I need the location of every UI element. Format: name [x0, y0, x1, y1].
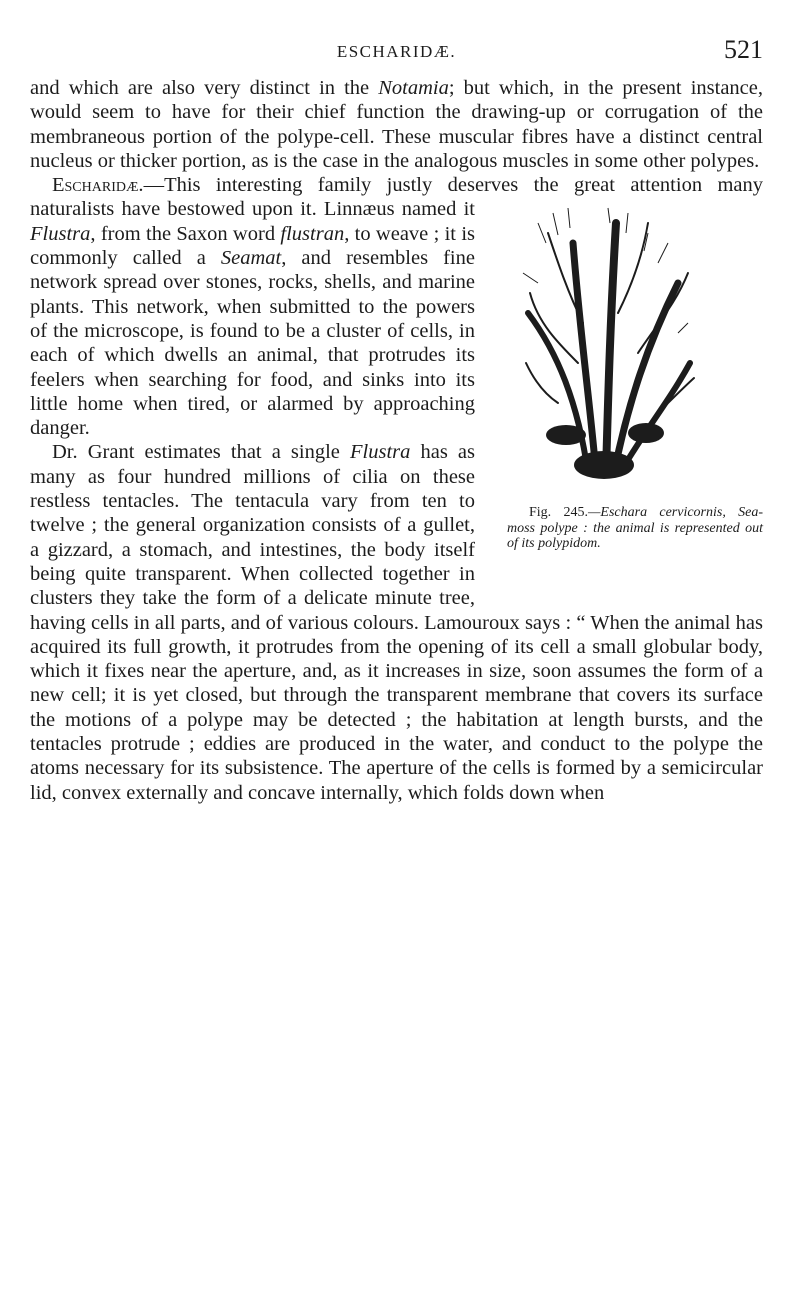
text-run: ; but which, in the present instance, would seem to have for their chief function the drawing-up or corrugation of the membraneous portion of the polype-cell. These muscular fibres have a distinct central nucleus or thicker portion, as is the case in the analogous muscles in some other polypes.	[30, 77, 763, 172]
running-head	[30, 33, 763, 63]
body-text	[30, 76, 763, 805]
page-number: 521	[724, 35, 763, 64]
taxon-name: Flustra	[30, 222, 91, 245]
section-heading: Escharidæ.	[52, 174, 144, 197]
taxon-name: Notamia	[378, 77, 449, 99]
foreign-word: flustran	[280, 222, 345, 245]
text-run: , and resembles fine network spread over stones, rocks, shells, and marine plants. This network, when submitted to the powers of the microscope, is found to be a cluster of cells, in each of which dwells an animal, that protrudes its feelers when searching for food, and sinks into its little home when tired, or alarmed by approaching danger.	[30, 247, 475, 440]
text-run: , from the Saxon word	[90, 222, 281, 245]
figure-245	[493, 197, 763, 597]
text-run: , to weave ; it is commonly called a	[30, 222, 476, 270]
text-run: Dr. Grant estimates that a single	[52, 441, 351, 464]
figure-label: Fig. 245.	[529, 505, 588, 521]
text-run: and which are also very distinct in the	[30, 77, 379, 99]
running-head-title: ESCHARIDÆ.	[336, 42, 457, 61]
paragraph-1	[30, 76, 763, 173]
figure-caption-text: —Eschara cervicornis, Sea-moss polype : the animal is represented out of its polypidom.	[507, 505, 763, 552]
figure-caption	[507, 505, 763, 552]
eschara-polype-illustration	[518, 203, 698, 483]
text-run: —This interesting family justly deserves the great attention many naturalists have bestowed upon it. Linnæus named it	[30, 174, 763, 221]
taxon-name: Flustra	[350, 441, 411, 464]
text-run: has as many as four hundred millions of cilia on these restless tentacles. The tentacula vary from ten to twelve ; the general organization consists of a gullet, a gizzard, a stomach, and intestines, the body itself being quite transparent. When collected together in clusters they take the form of a delicate minute tree, having cells in all parts, and of various colours. Lamouroux says : “ When the animal has acquired its full growth, it protrudes from the opening of its cell a small globular body, which it fixes near the aperture, and, as it increases in size, soon assumes the form of a new cell; it is yet closed, but through the transparent membrane that covers its surface the motions of a polype may be detected ; the habitation at length bursts, and the tentacles protrude ; eddies are produced in the water, and conduct to the polype the atoms necessary for its subsistence. The aperture of the cells is formed by a semicircular lid, convex externally and concave internally, which folds down when	[30, 441, 763, 804]
common-name: Seamat	[220, 247, 282, 270]
